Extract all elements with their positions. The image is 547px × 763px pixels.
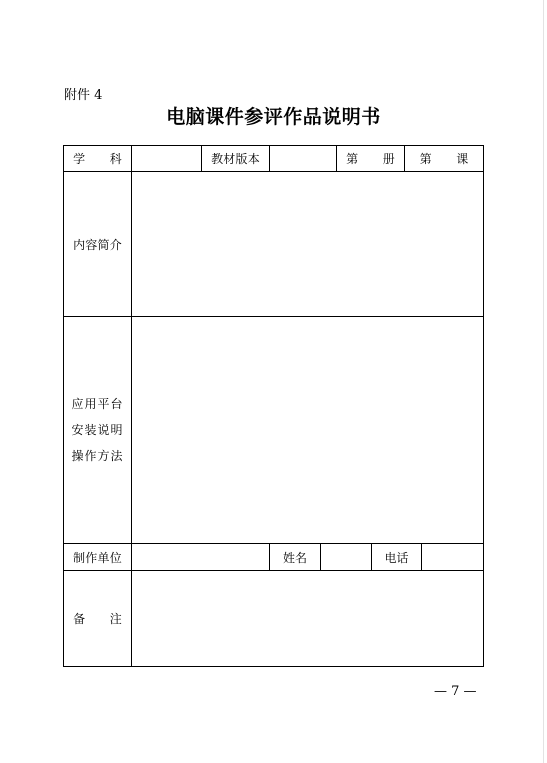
attachment-label: 附件 4 bbox=[64, 88, 103, 103]
phone-label: 电话 bbox=[371, 543, 422, 571]
document-title: 电脑课件参评作品说明书 bbox=[166, 106, 381, 128]
volume-field[interactable]: 第 册 bbox=[336, 145, 405, 172]
install-label: 安装说明 bbox=[71, 423, 124, 437]
textbook-version-label: 教材版本 bbox=[201, 145, 270, 172]
platform-install-operation-field[interactable] bbox=[131, 316, 484, 544]
platform-install-operation-label bbox=[63, 316, 132, 544]
subject-label: 学 科 bbox=[63, 145, 132, 172]
subject-field[interactable] bbox=[131, 145, 202, 172]
textbook-version-field[interactable] bbox=[269, 145, 337, 172]
content-summary-field[interactable] bbox=[131, 171, 484, 317]
name-label: 姓名 bbox=[269, 543, 321, 571]
name-field[interactable] bbox=[320, 543, 372, 571]
remarks-field[interactable] bbox=[131, 570, 484, 667]
production-unit-field[interactable] bbox=[131, 543, 270, 571]
page-number: — 7 — bbox=[434, 684, 477, 699]
content-summary-label: 内容简介 bbox=[63, 171, 132, 317]
operation-label: 操作方法 bbox=[71, 449, 124, 463]
phone-field[interactable] bbox=[421, 543, 484, 571]
platform-label: 应用平台 bbox=[71, 397, 124, 411]
lesson-field[interactable]: 第 课 bbox=[404, 145, 484, 172]
remarks-label: 备 注 bbox=[63, 570, 132, 667]
production-unit-label: 制作单位 bbox=[63, 543, 132, 571]
